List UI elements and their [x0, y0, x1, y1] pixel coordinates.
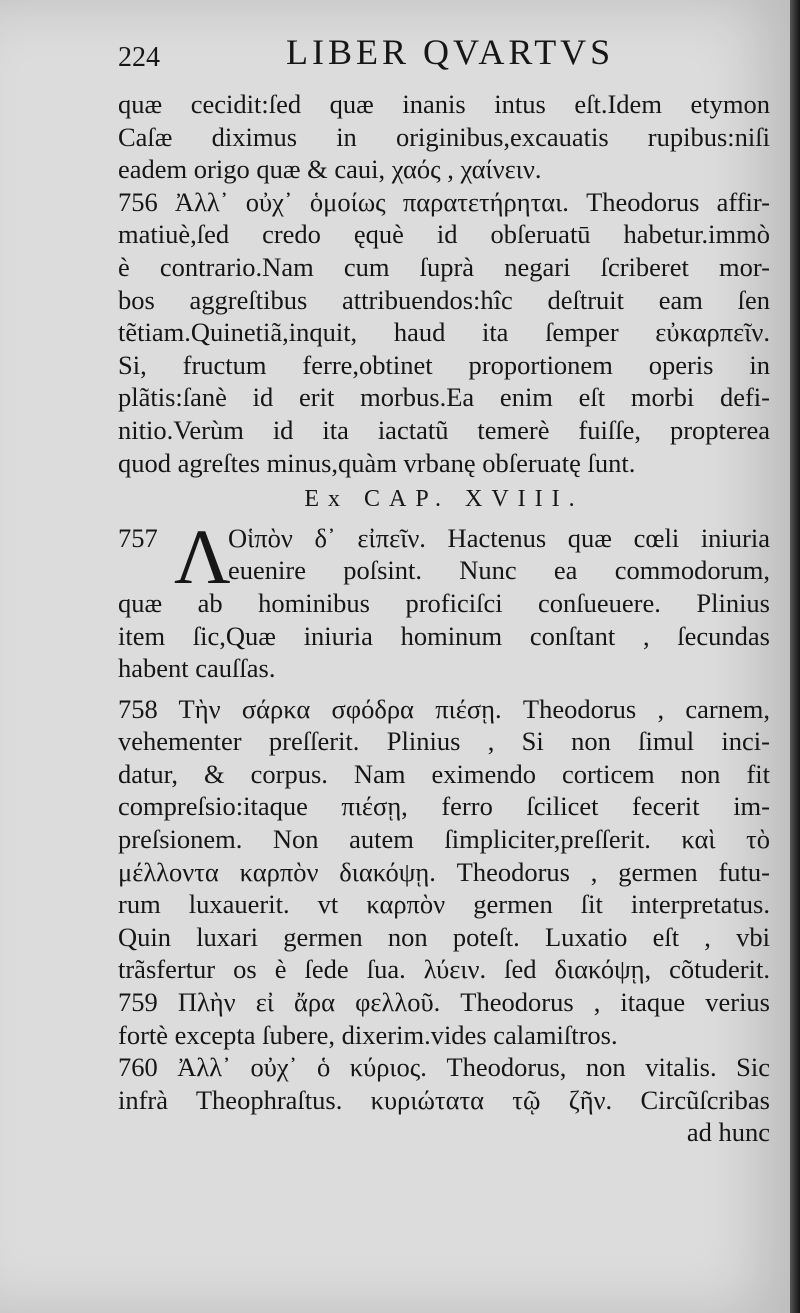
- page-header: [118, 32, 770, 88]
- text-line: plãtis:ſanè id erit morbus.Ea enim eſt morbi defi-: [118, 382, 770, 413]
- note-number: 757: [118, 522, 158, 553]
- text-line: 758 Τὴν σάρκα σφόδρα πιέσῃ. Theodorus , carnem,: [118, 693, 770, 724]
- text-line: matiuè,ſed credo ęquè id obſeruatū habetur.immò: [118, 219, 770, 250]
- text-line: nitio.Verùm id ita iactatũ temerè fuiſſe, propterea: [118, 414, 770, 445]
- note-756: [118, 186, 770, 479]
- text-line: Si, fructum ferre,obtinet proportionem operis in: [118, 349, 770, 380]
- text-line: Caſæ diximus in originibus,excauatis rupibus:niſi: [118, 121, 770, 152]
- note-758: [118, 693, 770, 986]
- page-text: [118, 32, 770, 1149]
- note-757: [118, 512, 770, 685]
- note-759: [118, 986, 770, 1051]
- text-line: item ſic,Quæ iniuria hominum conſtant , ſecundas: [118, 620, 770, 651]
- text-line: quæ ab hominibus proficiſci conſueuere. Plinius: [118, 587, 770, 618]
- continuation-paragraph: [118, 88, 770, 186]
- text-line: bos aggreſtibus attribuendos:hîc deſtruit eam ſen: [118, 284, 770, 315]
- text-line: 759 Πλὴν εἰ ἄρα φελλοῦ. Theodorus , itaque verius: [118, 987, 770, 1018]
- catchword: ad hunc: [686, 1117, 770, 1148]
- text-line: è contrario.Nam cum ſuprà negari ſcriberet mor-: [118, 251, 770, 282]
- text-line: fortè excepta ſubere, dixerim.vides calamiſtros.: [118, 1019, 618, 1050]
- section-heading: Ex CAP. XVIII.: [304, 486, 584, 513]
- note-760: [118, 1051, 770, 1149]
- text-line: preſsionem. Non autem ſimpliciter,preſſerit. καὶ τὸ: [118, 824, 770, 855]
- text-line: rum luxauerit. vt καρπὸν germen ſit interpretatus.: [118, 889, 770, 920]
- text-line: datur, & corpus. Nam eximendo corticem non fit: [118, 758, 770, 789]
- text-line: compreſsio:itaque πιέσῃ, ferro ſcilicet fecerit im-: [118, 791, 770, 822]
- page-number: 224: [118, 42, 160, 73]
- text-line: tẽtiam.Quinetiã,inquit, haud ita ſemper εὐκαρπεῖν.: [118, 317, 770, 348]
- text-line: vehementer preſſerit. Plinius , Si non ſimul inci-: [118, 726, 770, 757]
- text-line: quod agreſtes minus,quàm vrbanę obſeruatę ſunt.: [118, 447, 636, 478]
- text-line: habent cauſſas.: [118, 653, 276, 684]
- text-line: 756 Ἀλλ᾽ οὐχ᾽ ὁμοίως παρατετήρηται. Theodorus affir-: [118, 186, 770, 217]
- text-line: Quin luxari germen non poteſt. Luxatio eſt , vbi: [118, 921, 770, 952]
- running-title: LIBER QVARTVS: [286, 32, 615, 72]
- text-line: euenire poſsint. Nunc ea commodorum,: [228, 555, 770, 586]
- text-line: quæ cecidit:ſed quæ inanis intus eſt.Idem etymon: [118, 89, 770, 119]
- text-line: Οἱπὸν δ᾽ εἰπεῖν. Hactenus quæ cœli iniuria: [228, 522, 770, 553]
- drop-cap: Λ: [174, 512, 231, 600]
- text-line: μέλλοντα καρπὸν διακόψῃ. Theodorus , germen futu-: [118, 856, 770, 887]
- text-line: infrà Theophraſtus. κυριώτατα τῷ ζῆν. Circũſcribas: [118, 1084, 770, 1115]
- text-line: eadem origo quæ & caui, χαός , χαίνειν.: [118, 154, 542, 185]
- book-spine-shadow: [790, 0, 800, 1313]
- text-line: trãsfertur os è ſede ſua. λύειν. ſed διακόψῃ, cõtuderit.: [118, 954, 770, 985]
- text-line: 760 Ἀλλ᾽ οὐχ᾽ ὁ κύριος. Theodorus, non vitalis. Sic: [118, 1052, 770, 1083]
